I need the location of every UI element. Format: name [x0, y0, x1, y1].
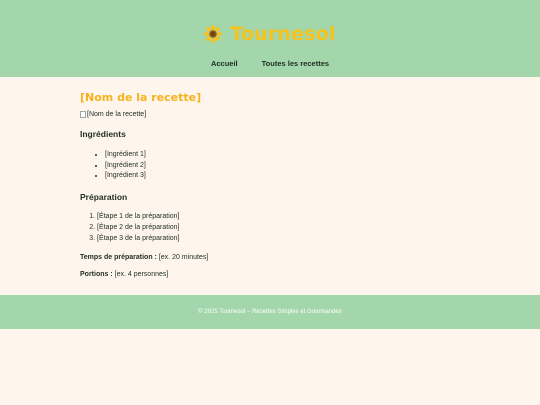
nav-link-toutes-les-recettes[interactable]: Toutes les recettes	[261, 59, 330, 68]
sunflower-icon	[204, 25, 222, 43]
recipe-content	[80, 91, 460, 279]
prep-time-value: [ex. 20 minutes]	[158, 253, 209, 261]
ingredient-item: • [Ingrédient 3]	[105, 171, 460, 182]
prep-time	[80, 253, 460, 262]
portions-label: Portions :	[80, 270, 113, 278]
recipe-title: [Nom de la recette]	[80, 91, 202, 104]
nav-link-accueil[interactable]: Accueil	[210, 59, 238, 68]
step-item: 2. [Étape 2 de la préparation]	[97, 223, 460, 234]
steps-list	[80, 212, 460, 244]
step-item: 1. [Étape 1 de la préparation]	[97, 212, 460, 223]
recipe-image-alt: [Nom de la recette]	[87, 111, 147, 118]
portions	[80, 270, 460, 279]
ingredients-list	[80, 150, 460, 182]
broken-image-icon	[80, 111, 86, 118]
ingredient-item: • [Ingrédient 1]	[105, 150, 460, 161]
preparation-heading: Préparation	[80, 192, 128, 203]
site-header	[0, 0, 540, 77]
step-item: 3. [Étape 3 de la préparation]	[97, 234, 460, 245]
ingredients-heading: Ingrédients	[80, 129, 126, 139]
recipe-image	[80, 110, 460, 119]
brand-name: Tournesol	[230, 23, 336, 45]
site-footer	[0, 295, 540, 329]
footer-text: © 2025 Tournesol – Recettes Simples et Gourmandes	[198, 309, 342, 315]
ingredient-item: • [Ingrédient 2]	[105, 161, 460, 172]
portions-value: [ex. 4 personnes]	[114, 270, 169, 278]
main-nav	[0, 59, 540, 68]
brand[interactable]	[0, 23, 540, 45]
prep-time-label: Temps de préparation :	[80, 253, 157, 261]
